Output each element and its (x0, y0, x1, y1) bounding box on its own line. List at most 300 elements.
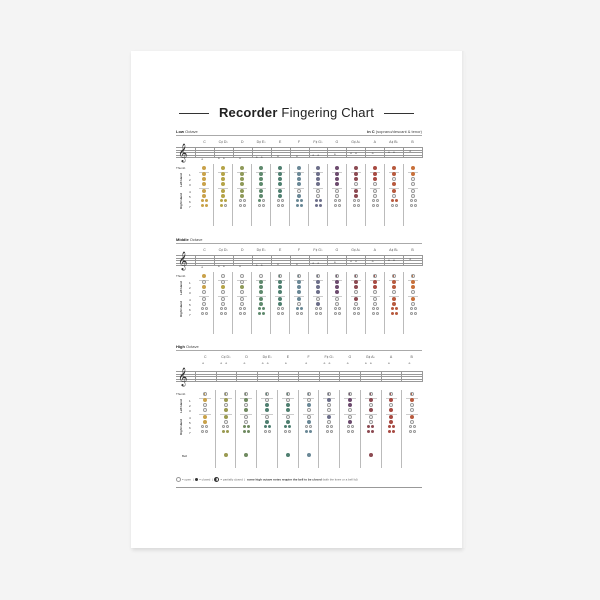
double-hole-large (372, 312, 375, 315)
label-hole-number: 2 (189, 286, 191, 290)
double-hole-large (391, 307, 394, 310)
fingering-grid (176, 272, 422, 334)
bar-line (233, 255, 234, 266)
left-hand-hole-icon (369, 398, 373, 402)
fingering-column (339, 390, 360, 468)
left-hand-hole-icon (411, 285, 415, 289)
fingering-column (213, 164, 232, 226)
right-hand-hole-icon (265, 420, 269, 424)
double-hole-large (315, 199, 318, 202)
note-names (195, 355, 422, 359)
note-head-icon: o (217, 156, 220, 161)
note-name: E (278, 140, 282, 144)
double-hole-small (226, 425, 229, 428)
left-hand-hole-icon (316, 290, 320, 294)
double-hole-small (395, 307, 398, 310)
left-hand-hole-icon (240, 285, 244, 289)
legend-open: = open (181, 477, 192, 482)
bar-line (257, 371, 258, 382)
double-hole-icon (201, 425, 208, 428)
right-hand-hole-icon (354, 189, 358, 193)
thumb-hole-icon (392, 274, 396, 278)
left-hand-hole-icon (224, 403, 228, 407)
right-hand-hole-icon (224, 415, 228, 419)
double-hole-icon (201, 312, 208, 315)
double-hole-icon (372, 312, 379, 315)
music-staff (176, 143, 422, 162)
staff-line (176, 260, 422, 267)
right-hand-hole-icon (389, 415, 393, 419)
note-head-icon: o (355, 151, 357, 156)
right-hand-hole-icon (316, 194, 320, 198)
left-hand-hole-icon (354, 172, 358, 176)
double-hole-small (281, 199, 284, 202)
thumb-hole-icon (373, 166, 377, 170)
section-divider (176, 243, 422, 244)
note-head-icon: o (202, 361, 204, 365)
note-head-icon: o (408, 361, 411, 365)
right-hand-hole-icon (392, 189, 396, 193)
double-hole-icon (326, 425, 333, 428)
double-hole-large (347, 430, 350, 433)
double-hole-large (388, 425, 391, 428)
double-hole-small (357, 199, 360, 202)
double-hole-icon (277, 312, 284, 315)
left-hand-hole-icon (221, 285, 225, 289)
double-hole-small (357, 312, 360, 315)
note-head-icon: o (312, 260, 315, 265)
note-head-icon: o (260, 262, 263, 267)
bar-line (327, 147, 328, 158)
note-head-icon: o (266, 361, 269, 365)
right-hand-hole-icon (278, 194, 282, 198)
left-hand-hole-icon (327, 403, 331, 407)
double-hole-large (391, 199, 394, 202)
double-hole-icon (264, 425, 271, 428)
bar-line (327, 255, 328, 266)
left-hand-hole-icon (354, 280, 358, 284)
left-hand-hole-icon (202, 285, 206, 289)
double-hole-small (205, 199, 208, 202)
left-hand-hole-icon (411, 172, 415, 176)
label-hole-number: 7 (189, 205, 191, 209)
double-hole-large (409, 430, 412, 433)
double-hole-large (353, 204, 356, 207)
row-labels (176, 272, 194, 334)
fingering-column (289, 272, 308, 334)
thumb-hole-icon (203, 392, 207, 396)
left-hand-hole-icon (240, 280, 244, 284)
double-hole-large (220, 204, 223, 207)
bar-line (346, 255, 347, 266)
bar-line (271, 255, 272, 266)
double-hole-icon (220, 312, 227, 315)
double-hole-small (309, 430, 312, 433)
note-head-icon: o (317, 260, 320, 265)
right-hand-hole-icon (259, 302, 263, 306)
double-hole-icon (305, 425, 312, 428)
right-hand-hole-icon (373, 297, 377, 301)
thumb-hole-icon (244, 392, 248, 396)
label-hole-number: 4 (189, 416, 191, 420)
fingering-column (401, 390, 422, 468)
double-hole-icon (222, 430, 229, 433)
left-hand-hole-icon (348, 398, 352, 402)
double-hole-large (388, 430, 391, 433)
left-hand-hole-icon (392, 285, 396, 289)
fingering-column (232, 272, 251, 334)
double-hole-large (258, 199, 261, 202)
note-head-icon: o (393, 258, 395, 262)
double-hole-icon (372, 204, 379, 207)
double-hole-icon (284, 430, 291, 433)
double-hole-small (224, 204, 227, 207)
double-hole-small (262, 312, 265, 315)
double-hole-icon (347, 425, 354, 428)
note-head-icon: o (305, 361, 308, 365)
left-hand-hole-icon (265, 403, 269, 407)
double-hole-large (220, 199, 223, 202)
note-head-icon: o (388, 361, 390, 365)
section-heading-bold: Middle (176, 237, 189, 242)
double-hole-icon (353, 307, 360, 310)
double-hole-large (353, 199, 356, 202)
bar-line (233, 147, 234, 158)
left-hand-hole-icon (307, 408, 311, 412)
thumb-hole-icon (316, 274, 320, 278)
right-hand-hole-icon (389, 420, 393, 424)
staff-line (176, 262, 422, 269)
double-hole-small (392, 425, 395, 428)
fingering-column (232, 164, 251, 226)
right-hand-hole-icon (286, 420, 290, 424)
double-hole-large (277, 204, 280, 207)
left-hand-hole-icon (221, 280, 225, 284)
right-hand-hole-icon (335, 302, 339, 306)
left-hand-hole-icon (297, 285, 301, 289)
right-hand-hole-icon (392, 297, 396, 301)
left-hand-hole-icon (392, 182, 396, 186)
left-hand-hole-icon (278, 290, 282, 294)
right-hand-hole-icon (335, 297, 339, 301)
thumb-hole-icon (240, 166, 244, 170)
fingering-column (381, 390, 402, 468)
bar-line (236, 371, 237, 382)
double-hole-large (201, 199, 204, 202)
left-hand-hole-icon (335, 285, 339, 289)
fingering-column (346, 164, 365, 226)
left-hand-hole-icon (410, 398, 414, 402)
note-head-icon: o (388, 258, 390, 262)
fingering-column (213, 272, 232, 334)
right-hand-hole-icon (335, 189, 339, 193)
note-head-icon: o (260, 154, 263, 159)
double-hole-large (367, 425, 370, 428)
note-head-icon: o (217, 264, 220, 269)
double-hole-small (413, 425, 416, 428)
staff-line (176, 152, 422, 159)
double-hole-large (326, 425, 329, 428)
left-hand-hole-icon (259, 172, 263, 176)
note-name: A (373, 248, 376, 252)
note-name: G (348, 355, 352, 359)
staff-line (176, 374, 422, 375)
double-hole-icon (258, 312, 265, 315)
double-hole-small (224, 312, 227, 315)
right-hand-hole-icon (221, 189, 225, 193)
double-hole-large (258, 204, 261, 207)
double-hole-small (262, 307, 265, 310)
thumb-hole-icon (307, 392, 311, 396)
double-hole-large (410, 312, 413, 315)
note-head-icon: o (284, 361, 287, 365)
thumb-hole-icon (286, 392, 290, 396)
double-hole-icon (315, 307, 322, 310)
bar-line (422, 371, 423, 382)
note-head-icon: o (364, 361, 367, 365)
thumb-hole-icon (373, 274, 377, 278)
note-name: F♯ G♭ (313, 140, 323, 144)
left-hand-hole-icon (373, 290, 377, 294)
double-hole-small (205, 312, 208, 315)
note-name: D♯ E♭ (262, 355, 272, 359)
double-hole-small (268, 430, 271, 433)
section-heading-rest: Octave (188, 237, 203, 242)
right-hand-hole-icon (411, 194, 415, 198)
left-hand-hole-icon (354, 177, 358, 181)
note-head-icon: o (323, 361, 326, 365)
thumb-hole-icon (202, 274, 206, 278)
double-hole-icon (220, 307, 227, 310)
left-hand-hole-icon (259, 280, 263, 284)
right-hand-hole-icon (316, 297, 320, 301)
right-hand-hole-icon (354, 194, 358, 198)
label-left-hand: Left Hand (179, 399, 183, 413)
double-hole-small (330, 425, 333, 428)
double-hole-icon (326, 430, 333, 433)
double-hole-large (410, 199, 413, 202)
left-hand-hole-icon (221, 177, 225, 181)
note-name: A (389, 355, 393, 359)
thumb-hole-icon (259, 166, 263, 170)
half-hole-icon (214, 477, 219, 482)
right-hand-hole-icon (307, 415, 311, 419)
thumb-hole-icon (392, 166, 396, 170)
thumb-hole-icon (316, 166, 320, 170)
bell-closed-icon (307, 453, 311, 457)
note-head-icon: o (328, 361, 331, 365)
right-hand-hole-icon (373, 194, 377, 198)
double-hole-small (224, 307, 227, 310)
right-hand-hole-icon (327, 415, 331, 419)
left-hand-hole-icon (392, 280, 396, 284)
thumb-hole-icon (410, 392, 414, 396)
double-hole-icon (388, 430, 395, 433)
title-rule-left (179, 113, 209, 114)
bar-line (309, 147, 310, 158)
double-hole-small (243, 312, 246, 315)
left-hand-hole-icon (354, 290, 358, 294)
left-hand-hole-icon (411, 280, 415, 284)
left-hand-hole-icon (348, 408, 352, 412)
note-name: C♯ D♭ (218, 248, 229, 252)
note-name: A♯ B♭ (389, 140, 399, 144)
double-hole-large (243, 430, 246, 433)
left-hand-hole-icon (297, 280, 301, 284)
double-hole-icon (277, 307, 284, 310)
double-hole-icon (239, 199, 246, 202)
left-hand-hole-icon (221, 172, 225, 176)
double-hole-small (414, 307, 417, 310)
left-hand-hole-icon (297, 172, 301, 176)
left-hand-hole-icon (373, 280, 377, 284)
fingering-column (360, 390, 381, 468)
bar-line (346, 147, 347, 158)
double-hole-large (239, 312, 242, 315)
double-hole-large (391, 312, 394, 315)
double-hole-icon (264, 430, 271, 433)
fingering-column (365, 272, 384, 334)
left-hand-hole-icon (369, 403, 373, 407)
fingering-columns (195, 164, 422, 226)
label-right-hand: Right Hand (179, 419, 183, 435)
left-hand-hole-icon (244, 398, 248, 402)
double-hole-small (395, 312, 398, 315)
label-hole-number: 5 (189, 303, 191, 307)
section-divider (176, 135, 422, 136)
double-hole-small (338, 312, 341, 315)
double-hole-icon (239, 307, 246, 310)
note-names (195, 248, 422, 252)
label-right-hand: Right Hand (179, 193, 183, 209)
right-hand-hole-icon (392, 302, 396, 306)
row-labels (176, 164, 194, 226)
left-hand-hole-icon (373, 182, 377, 186)
note-head-icon: o (371, 150, 374, 155)
staff-line (176, 379, 422, 380)
double-hole-large (277, 199, 280, 202)
double-hole-icon (315, 199, 322, 202)
bell-closed-icon (244, 453, 248, 457)
right-hand-hole-icon (278, 302, 282, 306)
double-hole-large (334, 204, 337, 207)
bar-line (384, 147, 385, 158)
right-hand-hole-icon (203, 420, 207, 424)
chart-title (131, 105, 462, 120)
right-hand-hole-icon (335, 194, 339, 198)
note-head-icon: o (255, 262, 258, 267)
label-thumb: Thumb (176, 166, 186, 170)
double-hole-icon (410, 307, 417, 310)
note-name: F (298, 140, 301, 144)
fingering-columns (195, 272, 422, 334)
double-hole-small (371, 430, 374, 433)
treble-clef-icon: 𝄞 (178, 251, 188, 270)
left-hand-hole-icon (202, 177, 206, 181)
bell-closed-icon (369, 453, 373, 457)
double-hole-small (288, 425, 291, 428)
left-hand-hole-icon (202, 280, 206, 284)
double-hole-icon (372, 307, 379, 310)
double-hole-large (334, 199, 337, 202)
staff-line (176, 151, 422, 156)
note-name: D♯ E♭ (256, 140, 266, 144)
staff-line (176, 149, 422, 154)
right-hand-hole-icon (373, 189, 377, 193)
double-hole-large (409, 425, 412, 428)
left-hand-hole-icon (286, 408, 290, 412)
left-hand-hole-icon (244, 403, 248, 407)
double-hole-icon (296, 307, 303, 310)
double-hole-icon (353, 204, 360, 207)
section-heading-bold: High (176, 344, 185, 349)
double-hole-small (319, 307, 322, 310)
bar-line (290, 147, 291, 158)
double-hole-large (353, 312, 356, 315)
double-hole-small (330, 430, 333, 433)
note-name: B (411, 140, 414, 144)
label-hole-number: 6 (189, 426, 191, 430)
note-head-icon: o (277, 262, 279, 267)
double-hole-large (258, 307, 261, 310)
note-name: D (245, 355, 248, 359)
note-head-icon: o (350, 151, 352, 156)
double-hole-large (239, 204, 242, 207)
left-hand-hole-icon (335, 182, 339, 186)
thumb-hole-icon (224, 392, 228, 396)
note-head-icon: o (409, 149, 412, 154)
fingering-column (277, 390, 298, 468)
note-name: F♯ G♭ (324, 355, 334, 359)
right-hand-hole-icon (221, 297, 225, 301)
double-hole-large (347, 425, 350, 428)
note-names (195, 140, 422, 144)
left-hand-hole-icon (278, 182, 282, 186)
double-hole-small (371, 425, 374, 428)
double-hole-small (414, 199, 417, 202)
left-hand-hole-icon (354, 285, 358, 289)
label-hole-number: 2 (189, 178, 191, 182)
fingering-column (327, 272, 346, 334)
double-hole-small (262, 204, 265, 207)
right-hand-hole-icon (203, 415, 207, 419)
label-thumb: Thumb (176, 392, 186, 396)
bar-line (214, 255, 215, 266)
left-hand-hole-icon (307, 398, 311, 402)
double-hole-large (296, 312, 299, 315)
bar-line (195, 147, 196, 158)
note-head-icon: o (255, 154, 258, 159)
thumb-hole-icon (297, 274, 301, 278)
right-hand-hole-icon (316, 302, 320, 306)
fingering-column (327, 164, 346, 226)
key-label-bold: in C (367, 129, 375, 134)
left-hand-hole-icon (410, 403, 414, 407)
double-hole-small (351, 430, 354, 433)
note-name: E (278, 248, 282, 252)
double-hole-large (264, 425, 267, 428)
left-hand-hole-icon (202, 172, 206, 176)
double-hole-large (258, 312, 261, 315)
bar-line (384, 255, 385, 266)
legend-sep: | (244, 477, 246, 482)
bell-closed-icon (224, 453, 228, 457)
fingering-column (318, 390, 339, 468)
note-head-icon: o (243, 361, 246, 365)
left-hand-hole-icon (389, 398, 393, 402)
double-hole-icon (305, 430, 312, 433)
left-hand-hole-icon (411, 290, 415, 294)
